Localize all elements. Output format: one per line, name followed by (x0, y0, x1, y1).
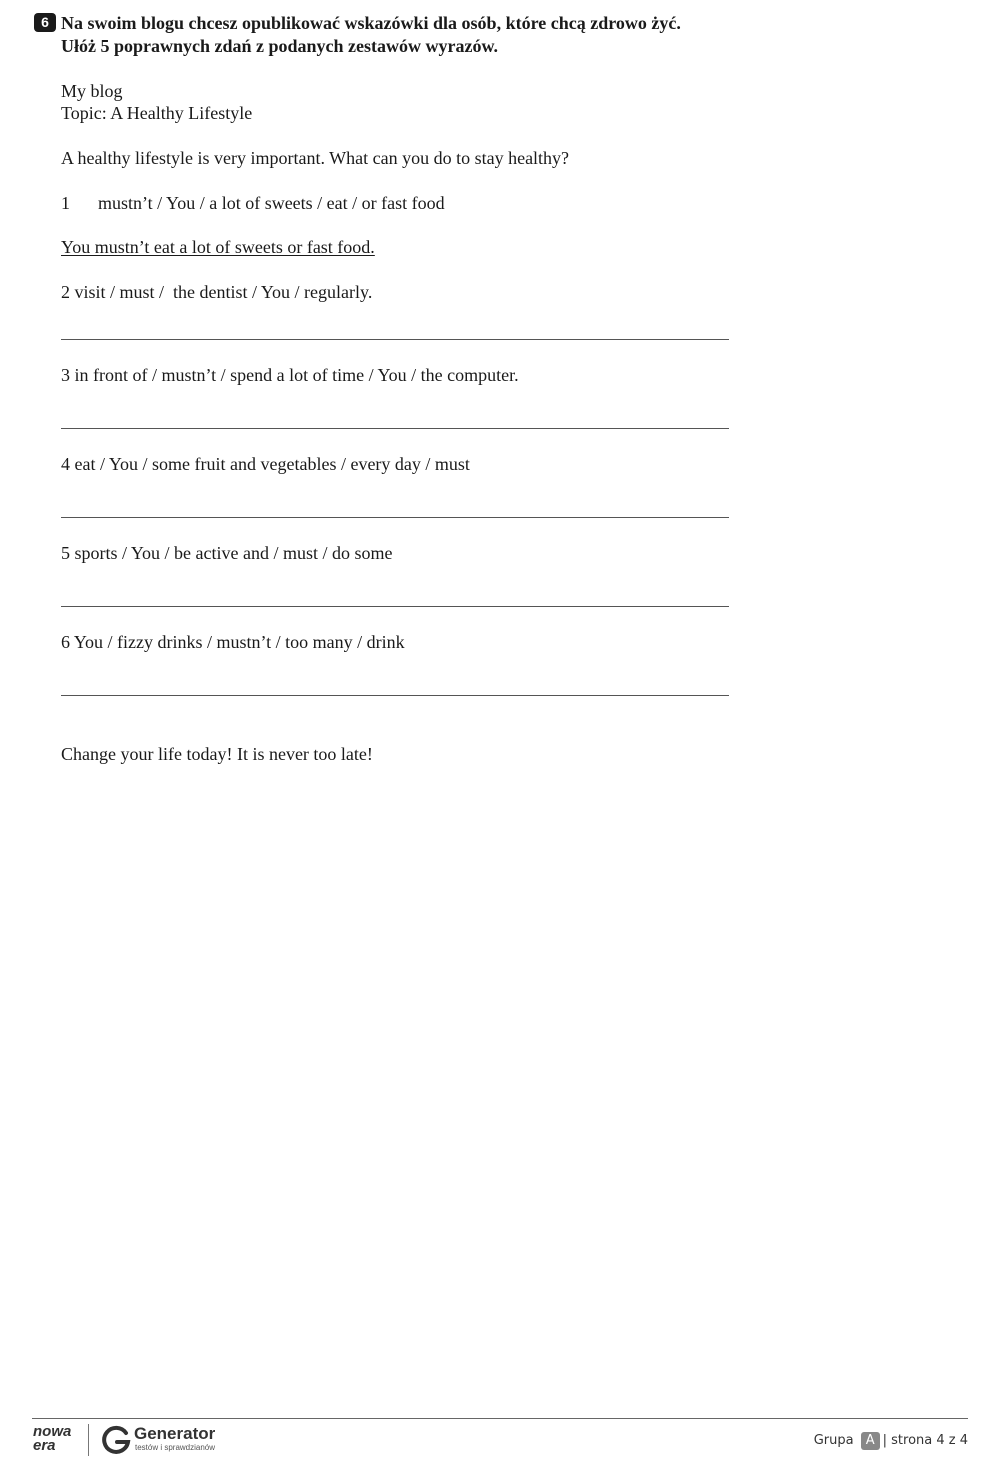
exercise-3-answer-line[interactable] (61, 428, 729, 429)
blog-intro: A healthy lifestyle is very important. What can you do to stay healthy? (61, 148, 570, 168)
task-instruction-line-1: Na swoim blogu chcesz opublikować wskazówki dla osób, które chcą zdrowo żyć. (61, 13, 681, 33)
group-label: Grupa (813, 1433, 854, 1448)
example-words: mustn’t / You / a lot of sweets / eat / or fast food (98, 193, 445, 213)
footer-divider (32, 1418, 968, 1419)
group-badge: A (861, 1432, 880, 1450)
footer-page-info (814, 1431, 968, 1451)
closing-text: Change your life today! It is never too late! (61, 744, 373, 764)
logo-separator (88, 1424, 89, 1456)
blog-heading: My blog (61, 81, 123, 101)
example-answer: You mustn’t eat a lot of sweets or fast food. (61, 237, 375, 257)
task-number-badge: 6 (34, 13, 56, 32)
task-instruction-line-2: Ułóż 5 poprawnych zdań z podanych zestawów wyrazów. (61, 36, 499, 56)
exercise-5-prompt: 5 sports / You / be active and / must / do some (61, 543, 393, 563)
example-prompt (61, 192, 445, 214)
exercise-6-answer-line[interactable] (61, 695, 729, 696)
page-number: | strona 4 z 4 (882, 1433, 968, 1448)
exercise-6-prompt: 6 You / fizzy drinks / mustn’t / too many / drink (61, 632, 405, 652)
exercise-3-prompt: 3 in front of / mustn’t / spend a lot of time / You / the computer. (61, 365, 519, 385)
exercise-4-prompt: 4 eat / You / some fruit and vegetables / every day / must (61, 454, 470, 474)
generator-logo-text: Generator (134, 1424, 216, 1443)
blog-topic: Topic: A Healthy Lifestyle (61, 103, 253, 123)
exercise-2-answer-line[interactable] (61, 339, 729, 340)
exercise-5-answer-line[interactable] (61, 606, 729, 607)
example-number: 1 (61, 193, 70, 213)
generator-g-icon (100, 1424, 132, 1456)
nowa-era-logo-bottom: era (33, 1437, 56, 1454)
nowa-era-logo (33, 1425, 79, 1453)
nowa-era-logo-top: nowa (33, 1423, 72, 1440)
exercise-4-answer-line[interactable] (61, 517, 729, 518)
exercise-2-prompt: 2 visit / must / the dentist / You / regularly. (61, 282, 373, 302)
generator-logo-subtitle: testów i sprawdzianów (135, 1443, 216, 1452)
